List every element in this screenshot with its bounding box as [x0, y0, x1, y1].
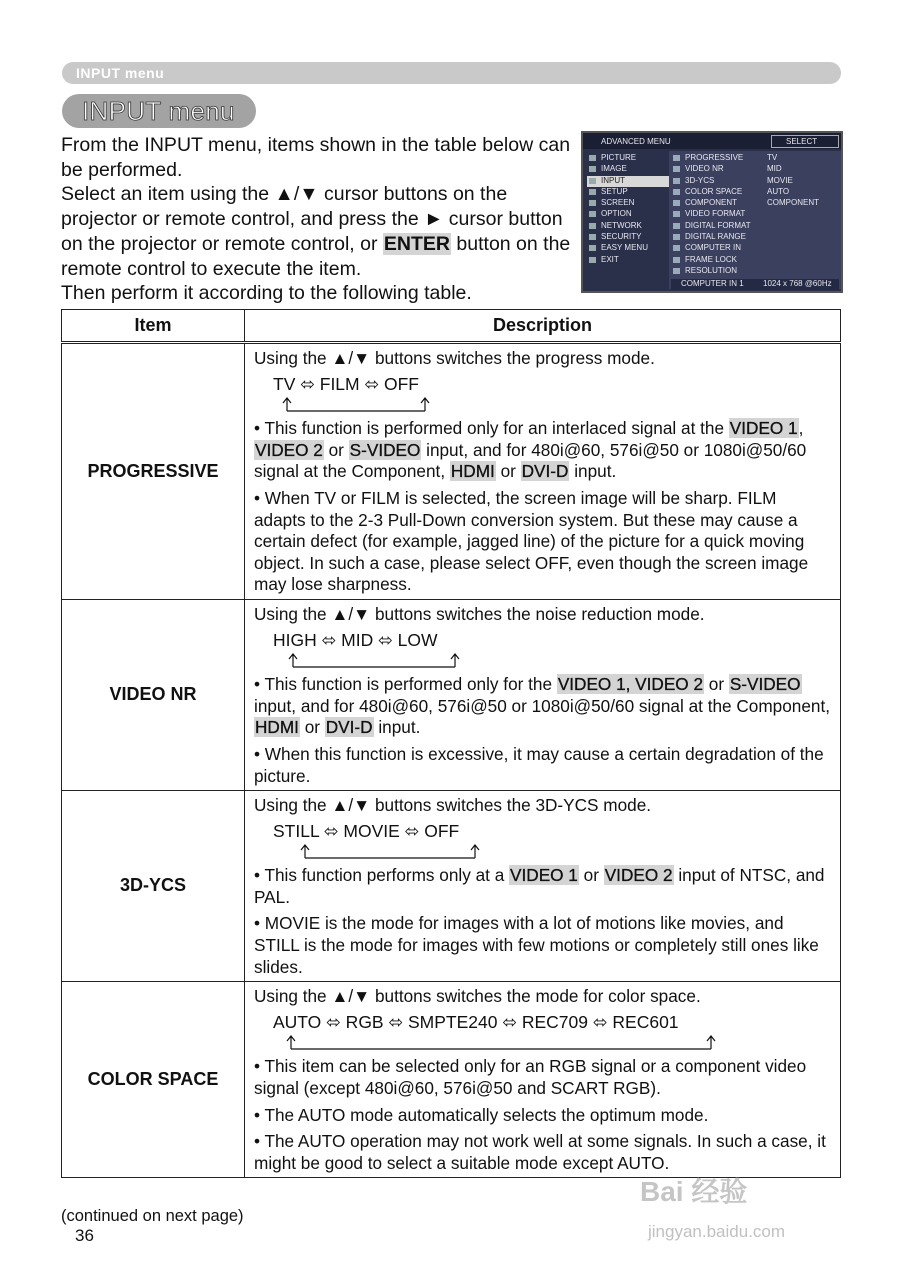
- easy-menu-icon: [589, 245, 596, 251]
- mode-sequence: TV ⬄ FILM ⬄ OFF: [273, 373, 419, 394]
- desc-3d-ycs: [245, 791, 841, 982]
- desc-intro: Using the ▲/▼ buttons switches the mode for color space.: [254, 986, 701, 1007]
- osd-left-label: SETUP: [601, 186, 628, 196]
- osd-select-box: [771, 135, 839, 148]
- osd-footer: [671, 279, 839, 290]
- resolution-icon: [673, 268, 680, 274]
- desc-intro: Using the ▲/▼ buttons switches the progress mode.: [254, 348, 655, 368]
- note-text: or: [704, 674, 725, 695]
- video1-label: VIDEO 1: [729, 418, 798, 439]
- osd-right-label: 3D-YCS: [685, 175, 715, 185]
- col-header-item: Item: [62, 310, 245, 343]
- osd-right-label: COMPONENT: [685, 198, 737, 208]
- intro-line-2: [61, 182, 571, 281]
- osd-left-item: [587, 164, 669, 175]
- osd-header: [583, 133, 841, 149]
- mode-sequence: HIGH ⬄ MID ⬄ LOW: [273, 629, 438, 650]
- osd-left-item: [587, 187, 669, 198]
- osd-left-menu: [587, 153, 669, 266]
- osd-left-label: SCREEN: [601, 198, 635, 208]
- desc-color-space: [245, 982, 841, 1178]
- osd-left-label: NETWORK: [601, 220, 642, 230]
- item-3d-ycs: 3D-YCS: [62, 791, 245, 982]
- cycle-arrow: [254, 842, 832, 862]
- osd-select-label: SELECT: [786, 137, 818, 146]
- desc-note-2: • The AUTO mode automatically selects the optimum mode.: [254, 1104, 709, 1125]
- osd-left-item: [587, 243, 669, 254]
- option-icon: [589, 211, 596, 217]
- osd-footer-resolution: 1024 x 768 @60Hz: [763, 279, 832, 288]
- cycle-arrow-icon: [281, 651, 461, 671]
- projector-menu-screenshot: [581, 131, 843, 293]
- osd-value: TV: [767, 153, 778, 162]
- osd-right-label: DIGITAL FORMAT: [685, 220, 751, 230]
- desc-note-2: • When TV or FILM is selected, the screen image will be sharp. FILM adapts to the 2-3 Pull-Down conversion system. But these may cause a certain defect (for example, jagged line) of the picture for a quick moving object. In such a case, please select OFF, even though the screen image may lose sharpness.: [254, 487, 809, 595]
- note-text: • This function is performed only for an interlaced signal at the: [254, 418, 729, 439]
- osd-right-label: COMPUTER IN: [685, 243, 741, 253]
- cycle-arrow: [254, 395, 832, 415]
- osd-left-item: [587, 232, 669, 243]
- osd-right-item: [669, 221, 841, 232]
- osd-left-item: [587, 153, 669, 164]
- osd-right-label: FRAME LOCK: [685, 254, 738, 264]
- table-row-progressive: [62, 343, 841, 600]
- progressive-icon: [673, 155, 680, 161]
- note-text: or: [299, 717, 325, 738]
- osd-right-item: [669, 266, 841, 277]
- video12-label: VIDEO 1, VIDEO 2: [557, 674, 703, 695]
- osd-right-item: [669, 232, 841, 243]
- osd-right-label: COLOR SPACE: [685, 186, 743, 196]
- picture-icon: [589, 155, 596, 161]
- desc-note-2: • When this function is excessive, it may cause a certain degradation of the picture.: [254, 743, 824, 786]
- video2-label: VIDEO 2: [255, 439, 323, 460]
- osd-right-item: [669, 255, 841, 266]
- desc-intro: Using the ▲/▼ buttons switches the 3D-YCS mode.: [254, 795, 652, 816]
- watermark-url: jingyan.baidu.com: [648, 1222, 786, 1241]
- item-video-nr: VIDEO NR: [62, 599, 245, 790]
- page-number: 36: [75, 1226, 94, 1245]
- item-progressive: PROGRESSIVE: [62, 343, 245, 600]
- desc-note-1: [254, 865, 832, 908]
- note-text: • This function is performed only for the: [254, 674, 557, 695]
- note-text: • This function performs only at a: [254, 865, 510, 886]
- osd-footer-source: COMPUTER IN 1: [681, 279, 744, 288]
- osd-left-label: EASY MENU: [601, 243, 648, 253]
- note-text: or: [323, 439, 349, 460]
- input-menu-table: [61, 309, 841, 1178]
- osd-right-label: PROGRESSIVE: [685, 153, 744, 162]
- osd-value: MOVIE: [767, 175, 793, 185]
- note-text: input of NTSC, and PAL.: [254, 865, 825, 907]
- desc-note-1: • This item can be selected only for an RGB signal or a component video signal (except 480i@60, 576i@50 and SCART RGB).: [254, 1056, 807, 1099]
- desc-note-3: • The AUTO operation may not work well at some signals. In such a case, it might be good to select a suitable mode except AUTO.: [254, 1131, 826, 1173]
- osd-right-label: VIDEO FORMAT: [685, 209, 746, 219]
- osd-right-label: RESOLUTION: [685, 265, 738, 275]
- security-icon: [589, 234, 596, 240]
- cycle-arrow: [254, 1033, 832, 1053]
- osd-value: AUTO: [767, 186, 790, 196]
- image-icon: [589, 166, 596, 172]
- osd-left-label: SECURITY: [601, 232, 642, 242]
- osd-left-item: [587, 209, 669, 220]
- page-heading-pill: [62, 94, 256, 128]
- cycle-arrow: [254, 651, 832, 671]
- intro-line-2b: button on the remote control to execute the item.: [61, 232, 571, 280]
- osd-right-label: VIDEO NR: [685, 164, 724, 174]
- digital-range-icon: [673, 234, 680, 240]
- section-label: INPUT menu: [76, 65, 165, 81]
- section-header-bar: [62, 62, 841, 84]
- osd-value: COMPONENT: [767, 198, 819, 208]
- exit-icon: [589, 257, 596, 263]
- osd-right-label: DIGITAL RANGE: [685, 232, 746, 242]
- digital-format-icon: [673, 223, 680, 229]
- osd-left-item-active: [587, 176, 669, 187]
- intro-line-3: Then perform it according to the following table.: [61, 282, 472, 305]
- osd-left-item: [587, 221, 669, 232]
- ycs-icon: [673, 178, 680, 184]
- osd-left-label: IMAGE: [601, 164, 627, 174]
- dvi-label: DVI-D: [521, 461, 569, 482]
- svideo-label: S-VIDEO: [349, 439, 421, 460]
- note-text: input.: [569, 461, 617, 482]
- desc-note-1: [254, 674, 832, 739]
- frame-lock-icon: [673, 257, 680, 263]
- svideo-label: S-VIDEO: [729, 674, 801, 695]
- osd-left-label: OPTION: [601, 209, 632, 219]
- video1-label: VIDEO 1: [510, 865, 578, 886]
- note-text: ,: [798, 418, 804, 439]
- mode-sequence: AUTO ⬄ RGB ⬄ SMPTE240 ⬄ REC709 ⬄ REC601: [273, 1011, 679, 1032]
- osd-value: MID: [767, 164, 782, 174]
- osd-right-item: [669, 243, 841, 254]
- note-text: or: [578, 865, 604, 886]
- video-nr-icon: [673, 166, 680, 172]
- desc-note-1: [254, 418, 832, 483]
- cycle-arrow-icon: [281, 842, 481, 862]
- watermark-logo: Bai 经验: [640, 1176, 748, 1207]
- intro-line-1: From the INPUT menu, items shown in the table below can be performed.: [61, 134, 571, 181]
- note-text: input, and for 480i@60, 576i@50 or 1080i@50/60 signal at the Component,: [254, 695, 830, 716]
- desc-progressive: [245, 343, 841, 600]
- hdmi-label: HDMI: [450, 461, 495, 482]
- item-color-space: COLOR SPACE: [62, 982, 245, 1178]
- osd-values: [767, 153, 819, 209]
- table-row-3d-ycs: [62, 791, 841, 982]
- note-text: input.: [373, 717, 421, 738]
- screen-icon: [589, 200, 596, 206]
- cycle-arrow-icon: [281, 395, 431, 415]
- color-space-icon: [673, 189, 680, 195]
- intro-text: [61, 133, 571, 306]
- osd-left-item: [587, 198, 669, 209]
- computer-in-icon: [673, 245, 680, 251]
- osd-left-label: INPUT: [601, 175, 625, 185]
- desc-note-2: • MOVIE is the mode for images with a lot of motions like movies, and STILL is the mode for images with few motions or completely still ones like slides.: [254, 913, 819, 977]
- continued-note: (continued on next page): [61, 1207, 244, 1225]
- osd-title: ADVANCED MENU: [601, 137, 671, 146]
- desc-intro: Using the ▲/▼ buttons switches the noise reduction mode.: [254, 603, 705, 624]
- col-header-description: Description: [245, 310, 841, 343]
- mode-sequence: STILL ⬄ MOVIE ⬄ OFF: [273, 820, 460, 841]
- note-text: or: [495, 461, 521, 482]
- table-header-row: [62, 310, 841, 343]
- hdmi-label: HDMI: [255, 717, 299, 738]
- setup-icon: [589, 189, 596, 195]
- input-icon: [589, 178, 596, 184]
- dvi-label: DVI-D: [325, 717, 373, 738]
- osd-left-item: [587, 255, 669, 266]
- intro-line-2a: Select an item using the ▲/▼ cursor buttons on the projector or remote control, and press the ► cursor button on the projector or remote control, or: [61, 183, 563, 255]
- osd-left-label: EXIT: [601, 254, 619, 264]
- desc-video-nr: [245, 599, 841, 790]
- video-format-icon: [673, 211, 680, 217]
- osd-right-item: [669, 209, 841, 220]
- enter-key-label: ENTER: [383, 232, 450, 255]
- osd-left-label: PICTURE: [601, 153, 637, 162]
- network-icon: [589, 223, 596, 229]
- table-row-video-nr: [62, 599, 841, 790]
- note-text: input, and for 480i@60, 576i@50 or 1080i@50/60 signal at the Component,: [254, 439, 807, 482]
- page-heading: INPUT menu: [82, 96, 235, 126]
- video2-label: VIDEO 2: [604, 865, 673, 886]
- cycle-arrow-icon: [281, 1033, 741, 1053]
- table-row-color-space: [62, 982, 841, 1178]
- component-icon: [673, 200, 680, 206]
